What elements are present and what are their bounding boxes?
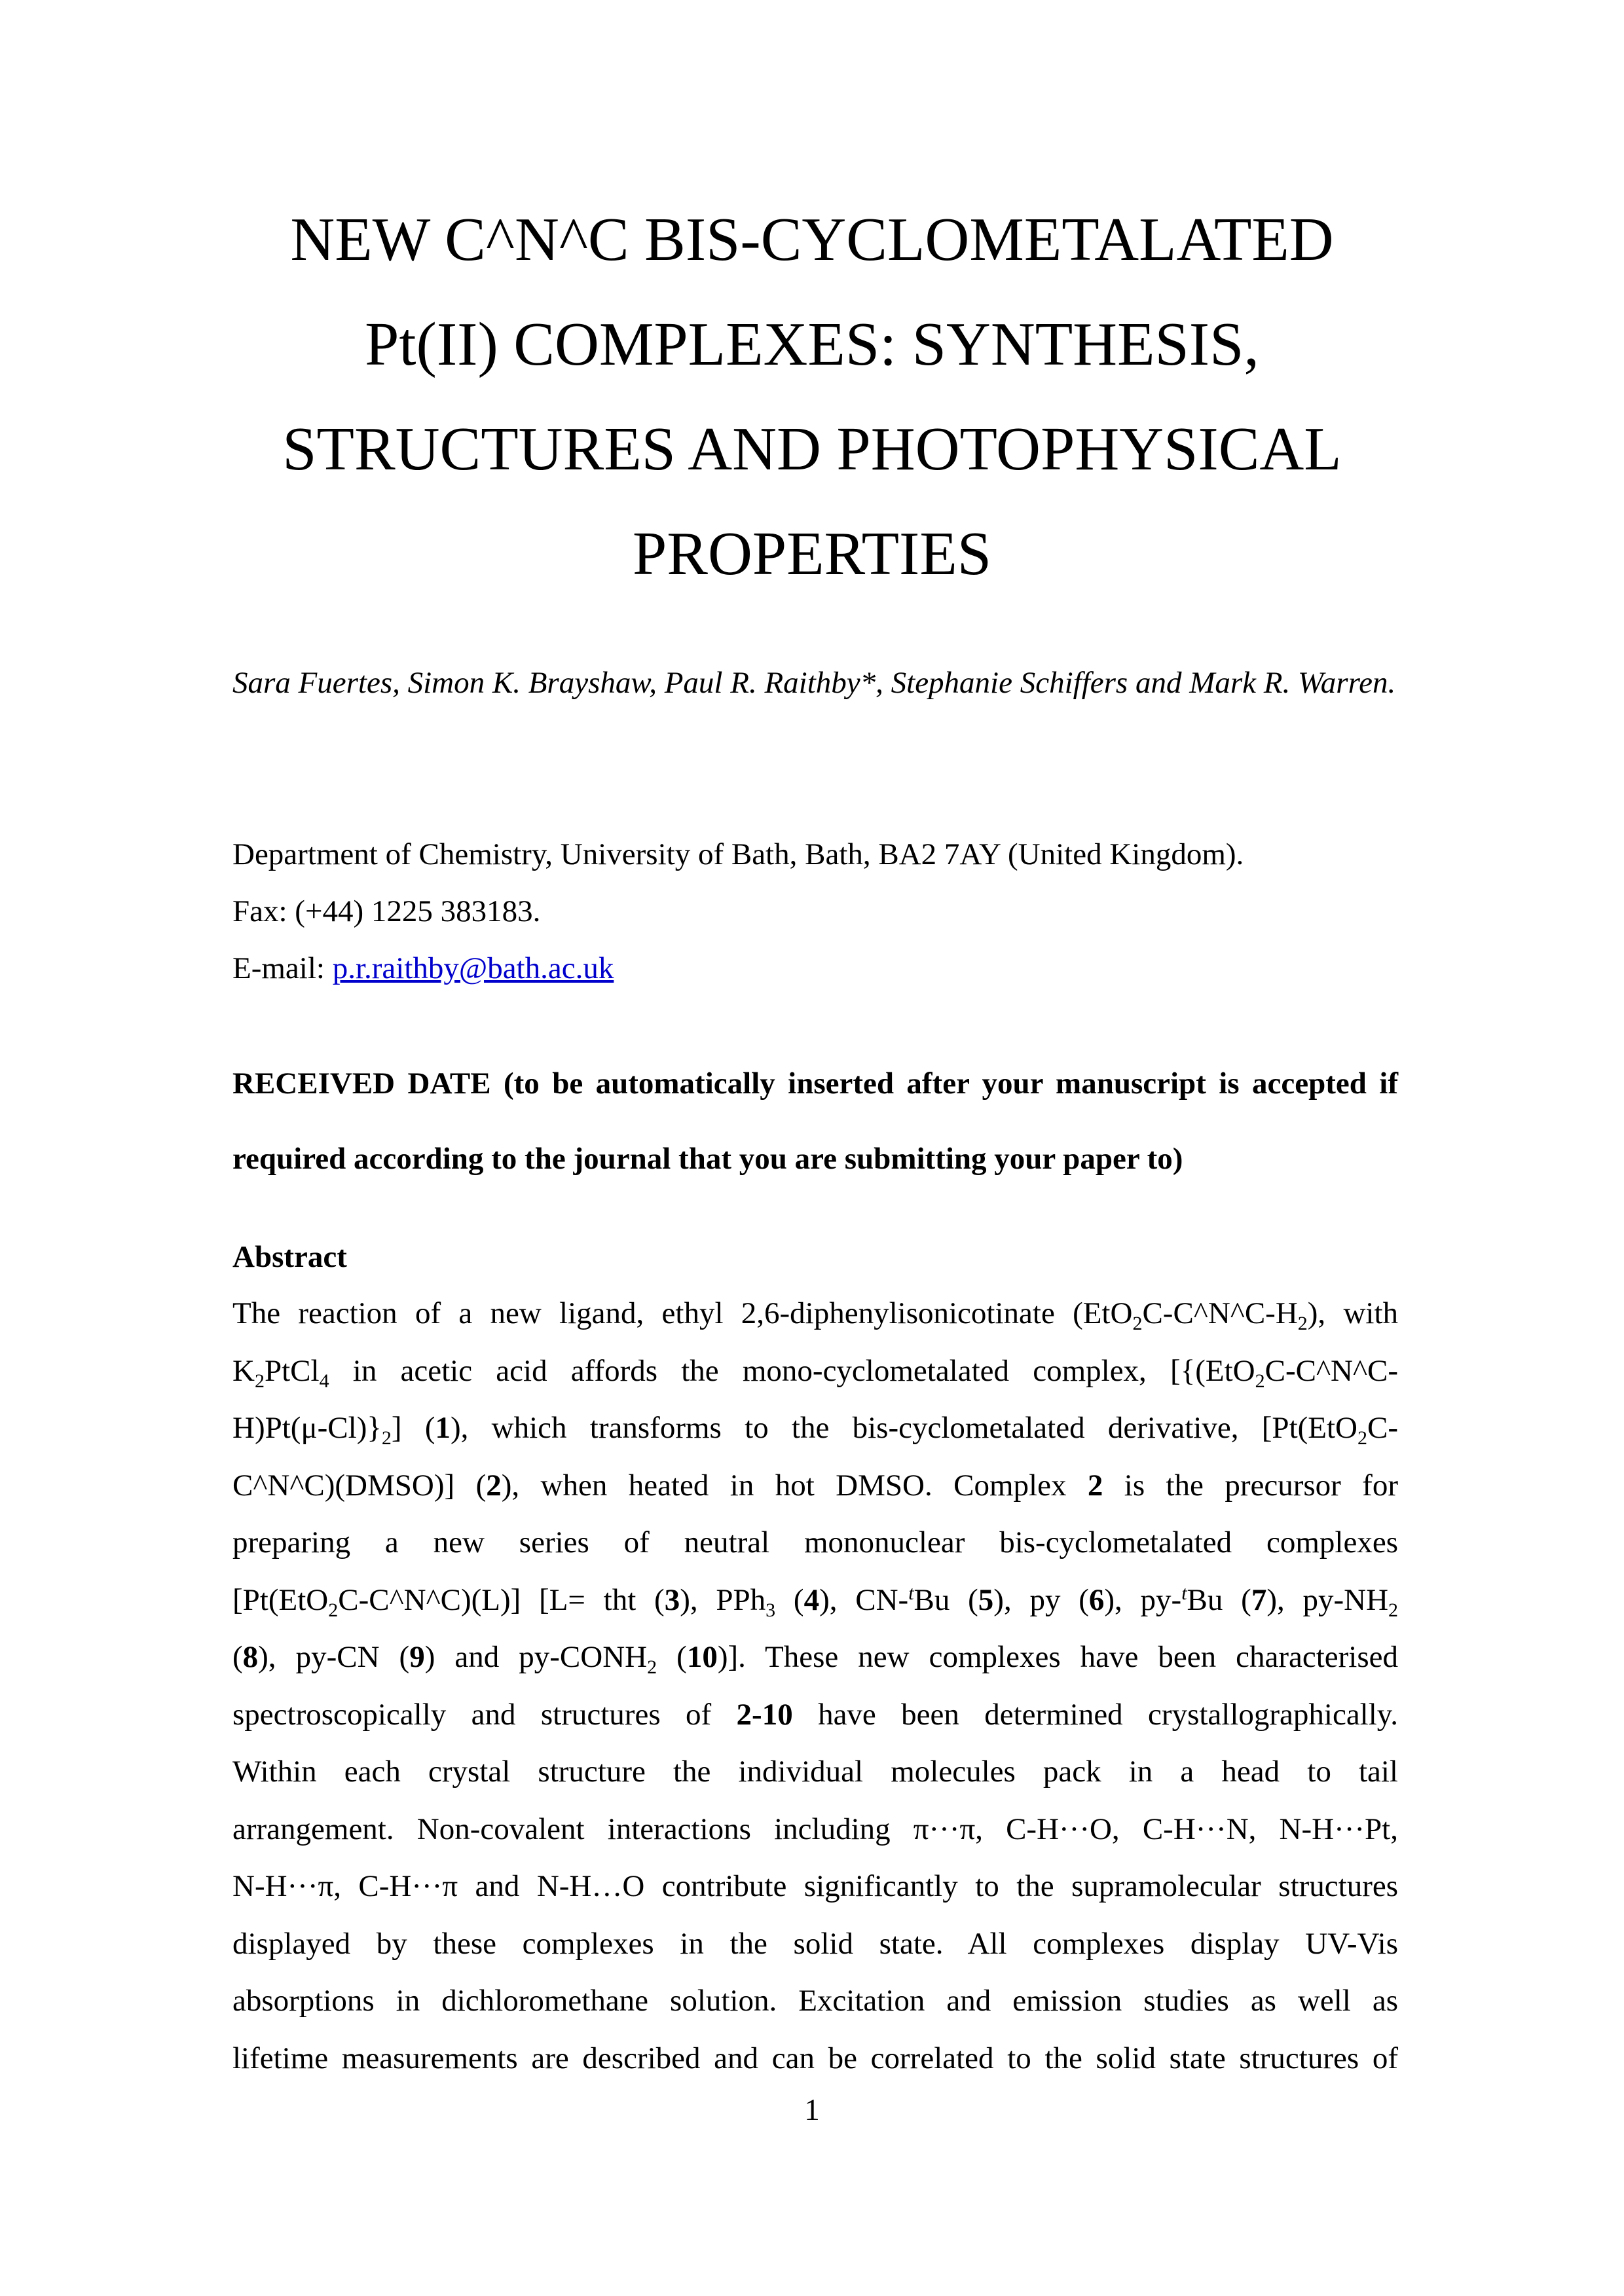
fax-number: Fax: (+44) 1225 383183. <box>232 894 541 928</box>
abstract-line <box>232 1285 1398 1343</box>
department-address: Department of Chemistry, University of Bath, Bath, BA2 7AY (United Kingdom). <box>232 837 1244 871</box>
text-run: )]. These new complexes have been characterised <box>717 1640 1399 1674</box>
text-run: displayed by these complexes in the solid state. All complexes display UV-Vis <box>232 1926 1398 1961</box>
text-run: ), CN- <box>819 1582 909 1617</box>
compound-number: 1 <box>435 1411 451 1445</box>
text-run: ) and py-CONH <box>424 1640 648 1674</box>
text-run: ), py ( <box>993 1582 1089 1617</box>
abstract-heading: Abstract <box>232 1240 347 1274</box>
subscript: 3 <box>766 1599 776 1621</box>
compound-number: 3 <box>664 1582 680 1617</box>
title-line: STRUCTURES AND PHOTOPHYSICAL <box>282 415 1342 483</box>
compound-range-dash: - <box>752 1697 762 1732</box>
abstract-line <box>232 1686 1398 1744</box>
text-run: The reaction of a new ligand, ethyl 2,6-diphenylisonicotinate (EtO <box>232 1296 1133 1330</box>
received-date-note: RECEIVED DATE (to be automatically inserted after your manuscript is accepted if required according to the journal that you are submitting your paper to) <box>232 1066 1398 1176</box>
compound-number: 2 <box>1087 1468 1103 1503</box>
text-run: arrangement. Non-covalent interactions including π···π, C-H···O, C-H···N, N-H···Pt, <box>232 1812 1398 1846</box>
abstract-line <box>232 2030 1398 2088</box>
email-line <box>232 940 1398 997</box>
compound-number: 5 <box>978 1582 994 1617</box>
text-run: ), with <box>1307 1296 1399 1330</box>
compound-number: 10 <box>762 1697 793 1732</box>
text-run: absorptions in dichloromethane solution. Excitation and emission studies as well as <box>232 1984 1398 2018</box>
subscript: 2 <box>1357 1427 1367 1449</box>
text-run: ), py-NH <box>1266 1582 1389 1617</box>
subscript: 4 <box>319 1370 329 1392</box>
abstract-line <box>232 1514 1398 1572</box>
text-run: K <box>232 1353 255 1388</box>
subscript: 2 <box>254 1370 265 1392</box>
abstract-line <box>232 1858 1398 1916</box>
compound-number: 4 <box>803 1582 820 1617</box>
text-run: spectroscopically and structures of <box>232 1697 737 1732</box>
compound-number: 9 <box>409 1640 425 1674</box>
paper-title <box>196 187 1428 606</box>
author-list: Sara Fuertes, Simon K. Brayshaw, Paul R. Raithby*, Stephanie Schiffers and Mark R. Warren. <box>232 666 1396 700</box>
text-run: have been determined crystallographically. <box>792 1697 1398 1732</box>
text-run: ), which transforms to the bis-cyclometalated derivative, [Pt(EtO <box>451 1411 1357 1445</box>
abstract-line <box>232 1629 1398 1686</box>
text-run: [Pt(EtO <box>232 1582 329 1617</box>
title-line: PROPERTIES <box>632 520 992 588</box>
abstract-line <box>232 1801 1398 1859</box>
title-line: NEW C^N^C BIS-CYCLOMETALATED <box>290 206 1334 274</box>
text-run: in acetic acid affords the mono-cyclometalated complex, [{(EtO <box>329 1353 1255 1388</box>
text-run: ), PPh <box>680 1582 766 1617</box>
abstract-line <box>232 1743 1398 1801</box>
text-run: is the precursor for <box>1103 1468 1398 1503</box>
abstract-line <box>232 1916 1398 1973</box>
title-line: Pt(II) COMPLEXES: SYNTHESIS, <box>365 310 1259 378</box>
abstract-body <box>232 1285 1398 2087</box>
affiliation-block <box>232 826 1398 997</box>
subscript: 2 <box>328 1599 339 1621</box>
compound-number: 8 <box>242 1640 259 1674</box>
text-run: Bu ( <box>913 1582 978 1617</box>
abstract-line <box>232 1343 1398 1400</box>
compound-number: 6 <box>1088 1582 1105 1617</box>
abstract-line <box>232 1572 1398 1630</box>
text-run: ( <box>657 1640 687 1674</box>
abstract-line <box>232 1400 1398 1457</box>
superscript: t <box>1181 1582 1187 1604</box>
compound-number: 2 <box>736 1697 752 1732</box>
subscript: 2 <box>1255 1370 1265 1392</box>
subscript: 2 <box>1297 1313 1308 1334</box>
compound-number: 10 <box>686 1640 718 1674</box>
subscript: 2 <box>381 1427 392 1449</box>
text-run: C-C^N^C- <box>1264 1353 1398 1388</box>
text-run: ), py- <box>1104 1582 1182 1617</box>
superscript: t <box>908 1582 914 1604</box>
text-run: ( <box>232 1640 243 1674</box>
page-number: 1 <box>804 2093 820 2127</box>
text-run: N-H···π, C-H···π and N-H…O contribute significantly to the supramolecular structures <box>232 1869 1398 1903</box>
text-run: preparing a new series of neutral mononuclear bis-cyclometalated complexes <box>232 1525 1398 1559</box>
email-label: E-mail: <box>232 951 333 985</box>
text-run: ), py-CN ( <box>258 1640 410 1674</box>
subscript: 2 <box>1388 1599 1399 1621</box>
subscript: 2 <box>1132 1313 1143 1334</box>
abstract-line <box>232 1973 1398 2030</box>
text-run: C-C^N^C-H <box>1142 1296 1298 1330</box>
compound-number: 2 <box>486 1468 502 1503</box>
text-run: C^N^C)(DMSO)] ( <box>232 1468 487 1503</box>
text-run: ( <box>775 1582 804 1617</box>
text-run: Within each crystal structure the individual molecules pack in a head to tail <box>232 1755 1398 1789</box>
subscript: 2 <box>647 1656 657 1678</box>
text-run: C- <box>1367 1411 1398 1445</box>
text-run: lifetime measurements are described and can be correlated to the solid state structures of <box>232 2041 1398 2075</box>
abstract-line <box>232 1457 1398 1515</box>
text-run: H)Pt(μ-Cl)} <box>232 1411 382 1445</box>
compound-number: 7 <box>1251 1582 1267 1617</box>
text-run: C-C^N^C)(L)] [L= tht ( <box>338 1582 665 1617</box>
text-run: Bu ( <box>1187 1582 1251 1617</box>
text-run: ] ( <box>391 1411 435 1445</box>
text-run: PtCl <box>264 1353 320 1388</box>
email-link[interactable]: p.r.raithby@bath.ac.uk <box>332 951 614 985</box>
text-run: ), when heated in hot DMSO. Complex <box>501 1468 1088 1503</box>
